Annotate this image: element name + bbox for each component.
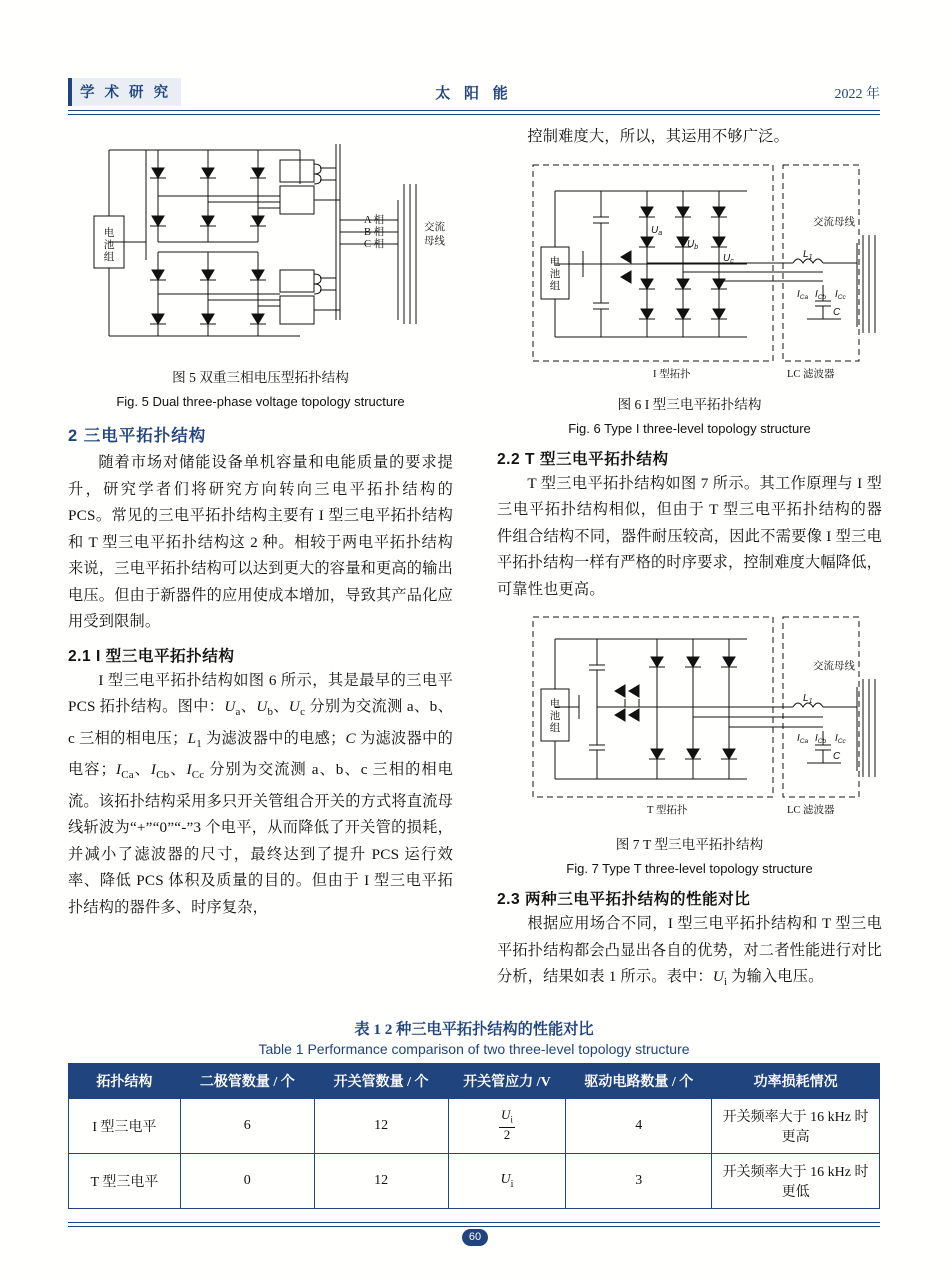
fig7-battery-label-line1: 电 — [549, 699, 561, 710]
cell-drivers: 3 — [566, 1154, 712, 1209]
fig6-uc-label: $U_c$ — [723, 252, 734, 265]
page-number: 60 — [462, 1229, 488, 1246]
fig6-c-label: C — [833, 306, 841, 318]
th-loss: 功率损耗情况 — [712, 1064, 880, 1099]
figure-7-caption-cn: 图 7 T 型三电平拓扑结构 — [615, 837, 764, 852]
fig6-l1-label: $L_1$ — [803, 248, 813, 261]
fig7-acbus-label: 交流母线 — [813, 661, 855, 672]
table-row — [69, 1099, 880, 1154]
fig6-acbus-label: 交流母线 — [813, 216, 855, 228]
fig5-battery-label-line1: 电 — [103, 228, 115, 239]
fig5-phase-b-label: B 相 — [364, 227, 385, 238]
right-column — [497, 124, 882, 996]
table-row — [69, 1154, 880, 1209]
fig7-filter-label: LC 滤波器 — [787, 805, 835, 816]
heading-section-2: 2 三电平拓扑结构 — [68, 427, 207, 445]
figure-5-svg — [68, 124, 453, 364]
cell-stress — [448, 1154, 566, 1209]
cell-topology: I 型三电平 — [69, 1099, 181, 1154]
fig6-icb-label: $I_{Cb}$ — [815, 288, 827, 301]
fig7-c-label: C — [833, 751, 841, 762]
header-section-tag: 学 术 研 究 — [68, 78, 181, 106]
stress-fraction — [499, 1108, 515, 1141]
header-rule-thin — [68, 114, 880, 115]
th-stress: 开关管应力 /V — [448, 1064, 566, 1099]
fig5-acbus-label-line2: 母线 — [424, 236, 445, 247]
figure-7-svg — [497, 603, 882, 831]
stress-denominator: 2 — [503, 1126, 511, 1142]
heading-section-2-1: 2.1 I 型三电平拓扑结构 — [68, 647, 235, 665]
cell-switches: 12 — [314, 1099, 448, 1154]
header-rule-thick — [68, 110, 880, 111]
th-drivers: 驱动电路数量 / 个 — [566, 1064, 712, 1099]
paragraph-section2-intro: 随着市场对储能设备单机容量和电能质量的要求提升，研究学者们将研究方向转向三电平拓扑结构的 PCS。常见的三电平拓扑结构主要有 I 型三电平拓扑结构和 T 型三电平拓扑结构这 2 种。相较于两电平拓扑结构来说，三电平拓扑结构可以达到更大的容量和更高的输出电压。但由于新器件的应用使成本增加，导致其产品化应用受到限制。 — [68, 454, 453, 630]
footer-rule-thick — [68, 1222, 880, 1223]
fig6-ua-label: $U_a$ — [651, 224, 663, 237]
table-header-row — [69, 1064, 880, 1099]
th-topology: 拓扑结构 — [69, 1064, 181, 1099]
paragraph-section2-3: 根据应用场合不同，I 型三电平拓扑结构和 T 型三电平拓扑结构都会凸显出各自的优势，对二者性能进行对比分析，结果如表 1 所示。表中：$U_i$ 为输入电压。 — [497, 915, 882, 989]
fig6-battery-label-line1: 电 — [549, 256, 561, 268]
cell-switches: 12 — [314, 1154, 448, 1209]
figure-5-caption-cn: 图 5 双重三相电压型拓扑结构 — [172, 370, 349, 385]
fig6-battery-label-line3: 组 — [549, 280, 561, 292]
figure-7 — [497, 603, 882, 879]
fig5-acbus-label-line1: 交流 — [424, 222, 445, 233]
table-1-title-cn: 表 1 2 种三电平拓扑结构的性能对比 — [354, 1021, 594, 1038]
fig5-phase-c-label: C 相 — [364, 239, 385, 250]
heading-section-2-3: 2.3 两种三电平拓扑结构的性能对比 — [497, 891, 751, 908]
fig6-battery-label-line2: 池 — [549, 268, 561, 280]
paragraph-section2-2: T 型三电平拓扑结构如图 7 所示。其工作原理与 I 型三电平拓扑结构相似，但由于 T 型三电平拓扑结构的器件组合结构不同，器件耐压较高，因此不需要像 I 型三电平拓扑结构一样有严格的时序要求，控制难度大幅降低，可靠性也更高。 — [497, 474, 882, 598]
fig6-filter-label: LC 滤波器 — [787, 368, 835, 380]
cell-stress — [448, 1099, 566, 1154]
left-column — [68, 124, 453, 921]
fig6-icc-label: $I_{Cc}$ — [835, 288, 846, 301]
cell-loss: 开关频率大于 16 kHz 时更低 — [712, 1154, 880, 1209]
page-header — [68, 78, 880, 108]
fig7-battery-label-line2: 池 — [549, 711, 561, 722]
fig5-battery-label-line3: 组 — [103, 252, 115, 263]
fig7-topology-label: T 型拓扑 — [647, 805, 688, 816]
cell-diodes: 6 — [180, 1099, 314, 1154]
fig7-battery-label-line3: 组 — [549, 723, 561, 734]
stress-value: $U_i$ — [500, 1172, 514, 1190]
fig6-topology-label: I 型拓扑 — [653, 368, 691, 380]
table-1 — [68, 1063, 880, 1209]
cell-loss: 开关频率大于 16 kHz 时更高 — [712, 1099, 880, 1154]
header-year: 2022 年 — [834, 87, 880, 102]
th-switches: 开关管数量 / 个 — [314, 1064, 448, 1099]
figure-6 — [497, 151, 882, 439]
table-1-title-en: Table 1 Performance comparison of two three-level topology structure — [258, 1041, 690, 1057]
fig7-l1-label: $L_1$ — [803, 693, 813, 705]
paragraph-right-top: 控制难度大，所以，其运用不够广泛。 — [527, 128, 789, 145]
figure-7-caption-en: Fig. 7 Type T three-level topology structure — [566, 861, 813, 876]
fig7-icb-label: $I_{Cb}$ — [815, 733, 827, 745]
figure-6-caption-cn: 图 6 I 型三电平拓扑结构 — [617, 396, 762, 412]
fig5-phase-a-label: A 相 — [364, 215, 385, 226]
header-journal-title: 太 阳 能 — [435, 86, 513, 102]
fig6-ica-label: $I_{Ca}$ — [797, 288, 809, 301]
footer-rule-thin — [68, 1226, 880, 1227]
figure-6-svg — [497, 151, 882, 391]
cell-drivers: 4 — [566, 1099, 712, 1154]
fig5-battery-label-line2: 池 — [103, 240, 115, 251]
paragraph-section2-1: I 型三电平拓扑结构如图 6 所示，其是最早的三电平 PCS 拓扑结构。图中：$U_a$、$U_b$、$U_c$ 分别为交流测 a、b、c 三相的相电压；$L_1$ 为滤波器中的电感；C 为滤波器中的电容；$I_{Ca}$、$I_{Cb}$、$I_{Cc}$ 分别为交流测 a、b、c 三相的相电流。该拓扑结构采用多只开关管组合开关的方式将直流母线斩波为“+”“0”“-”3 个电平，从而降低了开关管的损耗，并减小了滤波器的尺寸，最终达到了提升 PCS 运行效率、降低 PCS 体积及质量的目的。但由于 I 型三电平拓扑结构的器件多、时序复杂， — [68, 671, 454, 916]
figure-5-caption-en: Fig. 5 Dual three-phase voltage topology structure — [116, 394, 405, 409]
cell-diodes: 0 — [180, 1154, 314, 1209]
figure-6-caption-en: Fig. 6 Type I three-level topology structure — [568, 420, 811, 436]
th-diodes: 二极管数量 / 个 — [180, 1064, 314, 1099]
figure-5 — [68, 124, 453, 412]
table-1-wrapper — [68, 1018, 880, 1209]
fig6-ub-label: $U_b$ — [687, 238, 699, 251]
heading-section-2-2: 2.2 T 型三电平拓扑结构 — [497, 450, 669, 468]
cell-topology: T 型三电平 — [69, 1154, 181, 1209]
stress-numerator: $U_i$ — [500, 1107, 513, 1126]
fig7-ica-label: $I_{Ca}$ — [797, 733, 809, 745]
fig7-icc-label: $I_{Cc}$ — [835, 733, 846, 745]
